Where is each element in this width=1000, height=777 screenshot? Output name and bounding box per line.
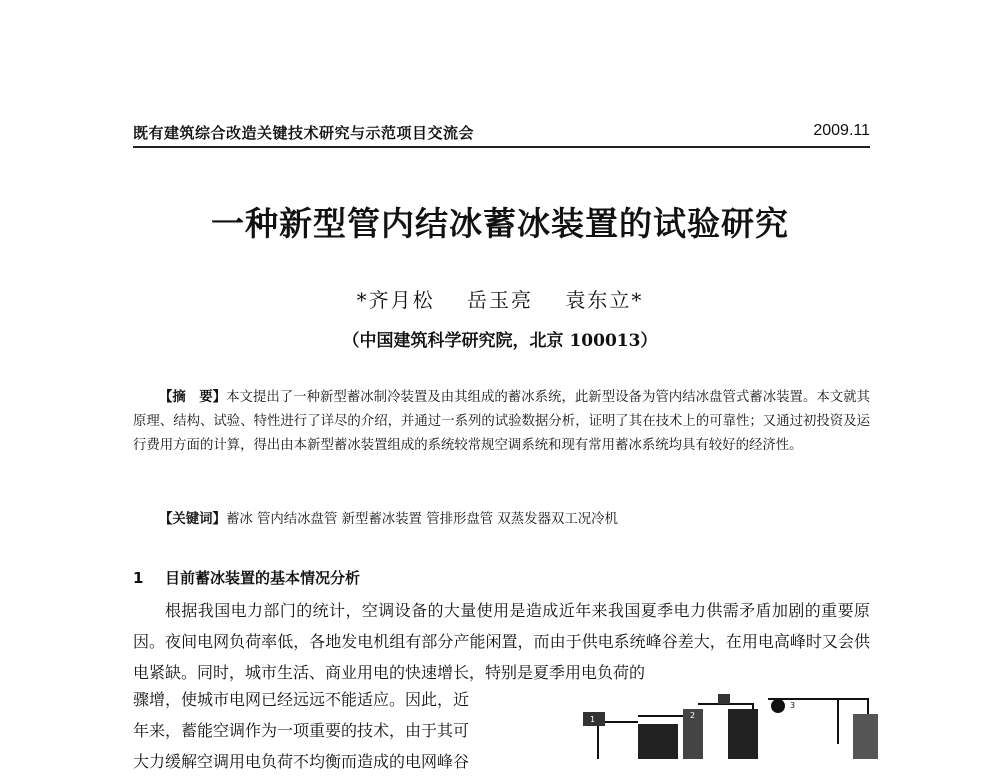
body-line: 年来，蓄能空调作为一项重要的技术，由于其可: [133, 721, 470, 740]
pipe-line: [598, 722, 638, 759]
body-paragraph: 根据我国电力部门的统计，空调设备的大量使用是造成近年来我国夏季电力供需矛盾加剧的重要原因。夜间电网负荷率低，各地发电机组有部分产能闲置，而由于供电系统峰谷差大，在用电高峰时又会供电紧缺。同时，城市生活、商业用电的快速增长，特别是夏季用电负荷的: [133, 601, 870, 682]
running-header: [133, 118, 870, 148]
body-line: 骤增，使城市电网已经远远不能适应。因此，近: [133, 690, 470, 709]
section-heading: [133, 567, 360, 588]
paper-title: 一种新型管内结冰蓄冰装置的试验研究: [211, 204, 789, 243]
author-name: 岳玉亮: [467, 288, 533, 312]
evaporator-unit: [728, 709, 758, 759]
author-list: [0, 284, 1000, 313]
conference-name: 既有建筑综合改造关键技术研究与示范项目交流会: [133, 124, 475, 142]
system-diagram: [578, 684, 878, 759]
keywords-label: 【关键词】: [159, 512, 226, 527]
section-number: 1: [133, 569, 144, 587]
pump-symbol: [771, 699, 785, 713]
abstract-label: 【摘 要】: [159, 390, 227, 405]
abstract: [133, 386, 870, 458]
keywords-text: 蓄冰 管内结冰盘管 新型蓄冰装置 管排形盘管 双蒸发器双工况冷机: [225, 512, 618, 527]
author-name: *齐月松: [356, 288, 435, 312]
valve-symbol: [718, 694, 730, 704]
diagram-label: 1: [590, 715, 596, 724]
cooling-coil-unit: [853, 714, 878, 759]
author-name: 袁东立*: [565, 288, 644, 312]
ice-storage-tank: [638, 724, 678, 759]
abstract-text: 本文提出了一种新型蓄冰制冷装置及由其组成的蓄冰系统，此新型设备为管内结冰盘管式蓄冰装置。本文就其原理、结构、试验、特性进行了详尽的介绍，并通过一系列的试验数据分析，证明了其在技术上的可靠性；又通过初投资及运行费用方面的计算，得出由本新型蓄冰装置组成的系统较常规空调系统和现有常用蓄冰系统均具有较好的经济性。: [133, 390, 870, 453]
system-diagram-figure: [578, 684, 878, 759]
affiliation: （中国建筑科学研究院，北京 100013）: [342, 331, 658, 351]
body-text-wrapped: [133, 684, 528, 777]
diagram-label: 2: [690, 711, 696, 720]
body-text: [133, 595, 870, 688]
section-title: 目前蓄冰装置的基本情况分析: [165, 569, 361, 587]
diagram-label: 3: [790, 701, 796, 710]
body-line: 大力缓解空调用电负荷不均衡而造成的电网峰谷: [133, 752, 470, 771]
issue-date: 2009.11: [813, 122, 870, 139]
keywords: [159, 508, 870, 527]
